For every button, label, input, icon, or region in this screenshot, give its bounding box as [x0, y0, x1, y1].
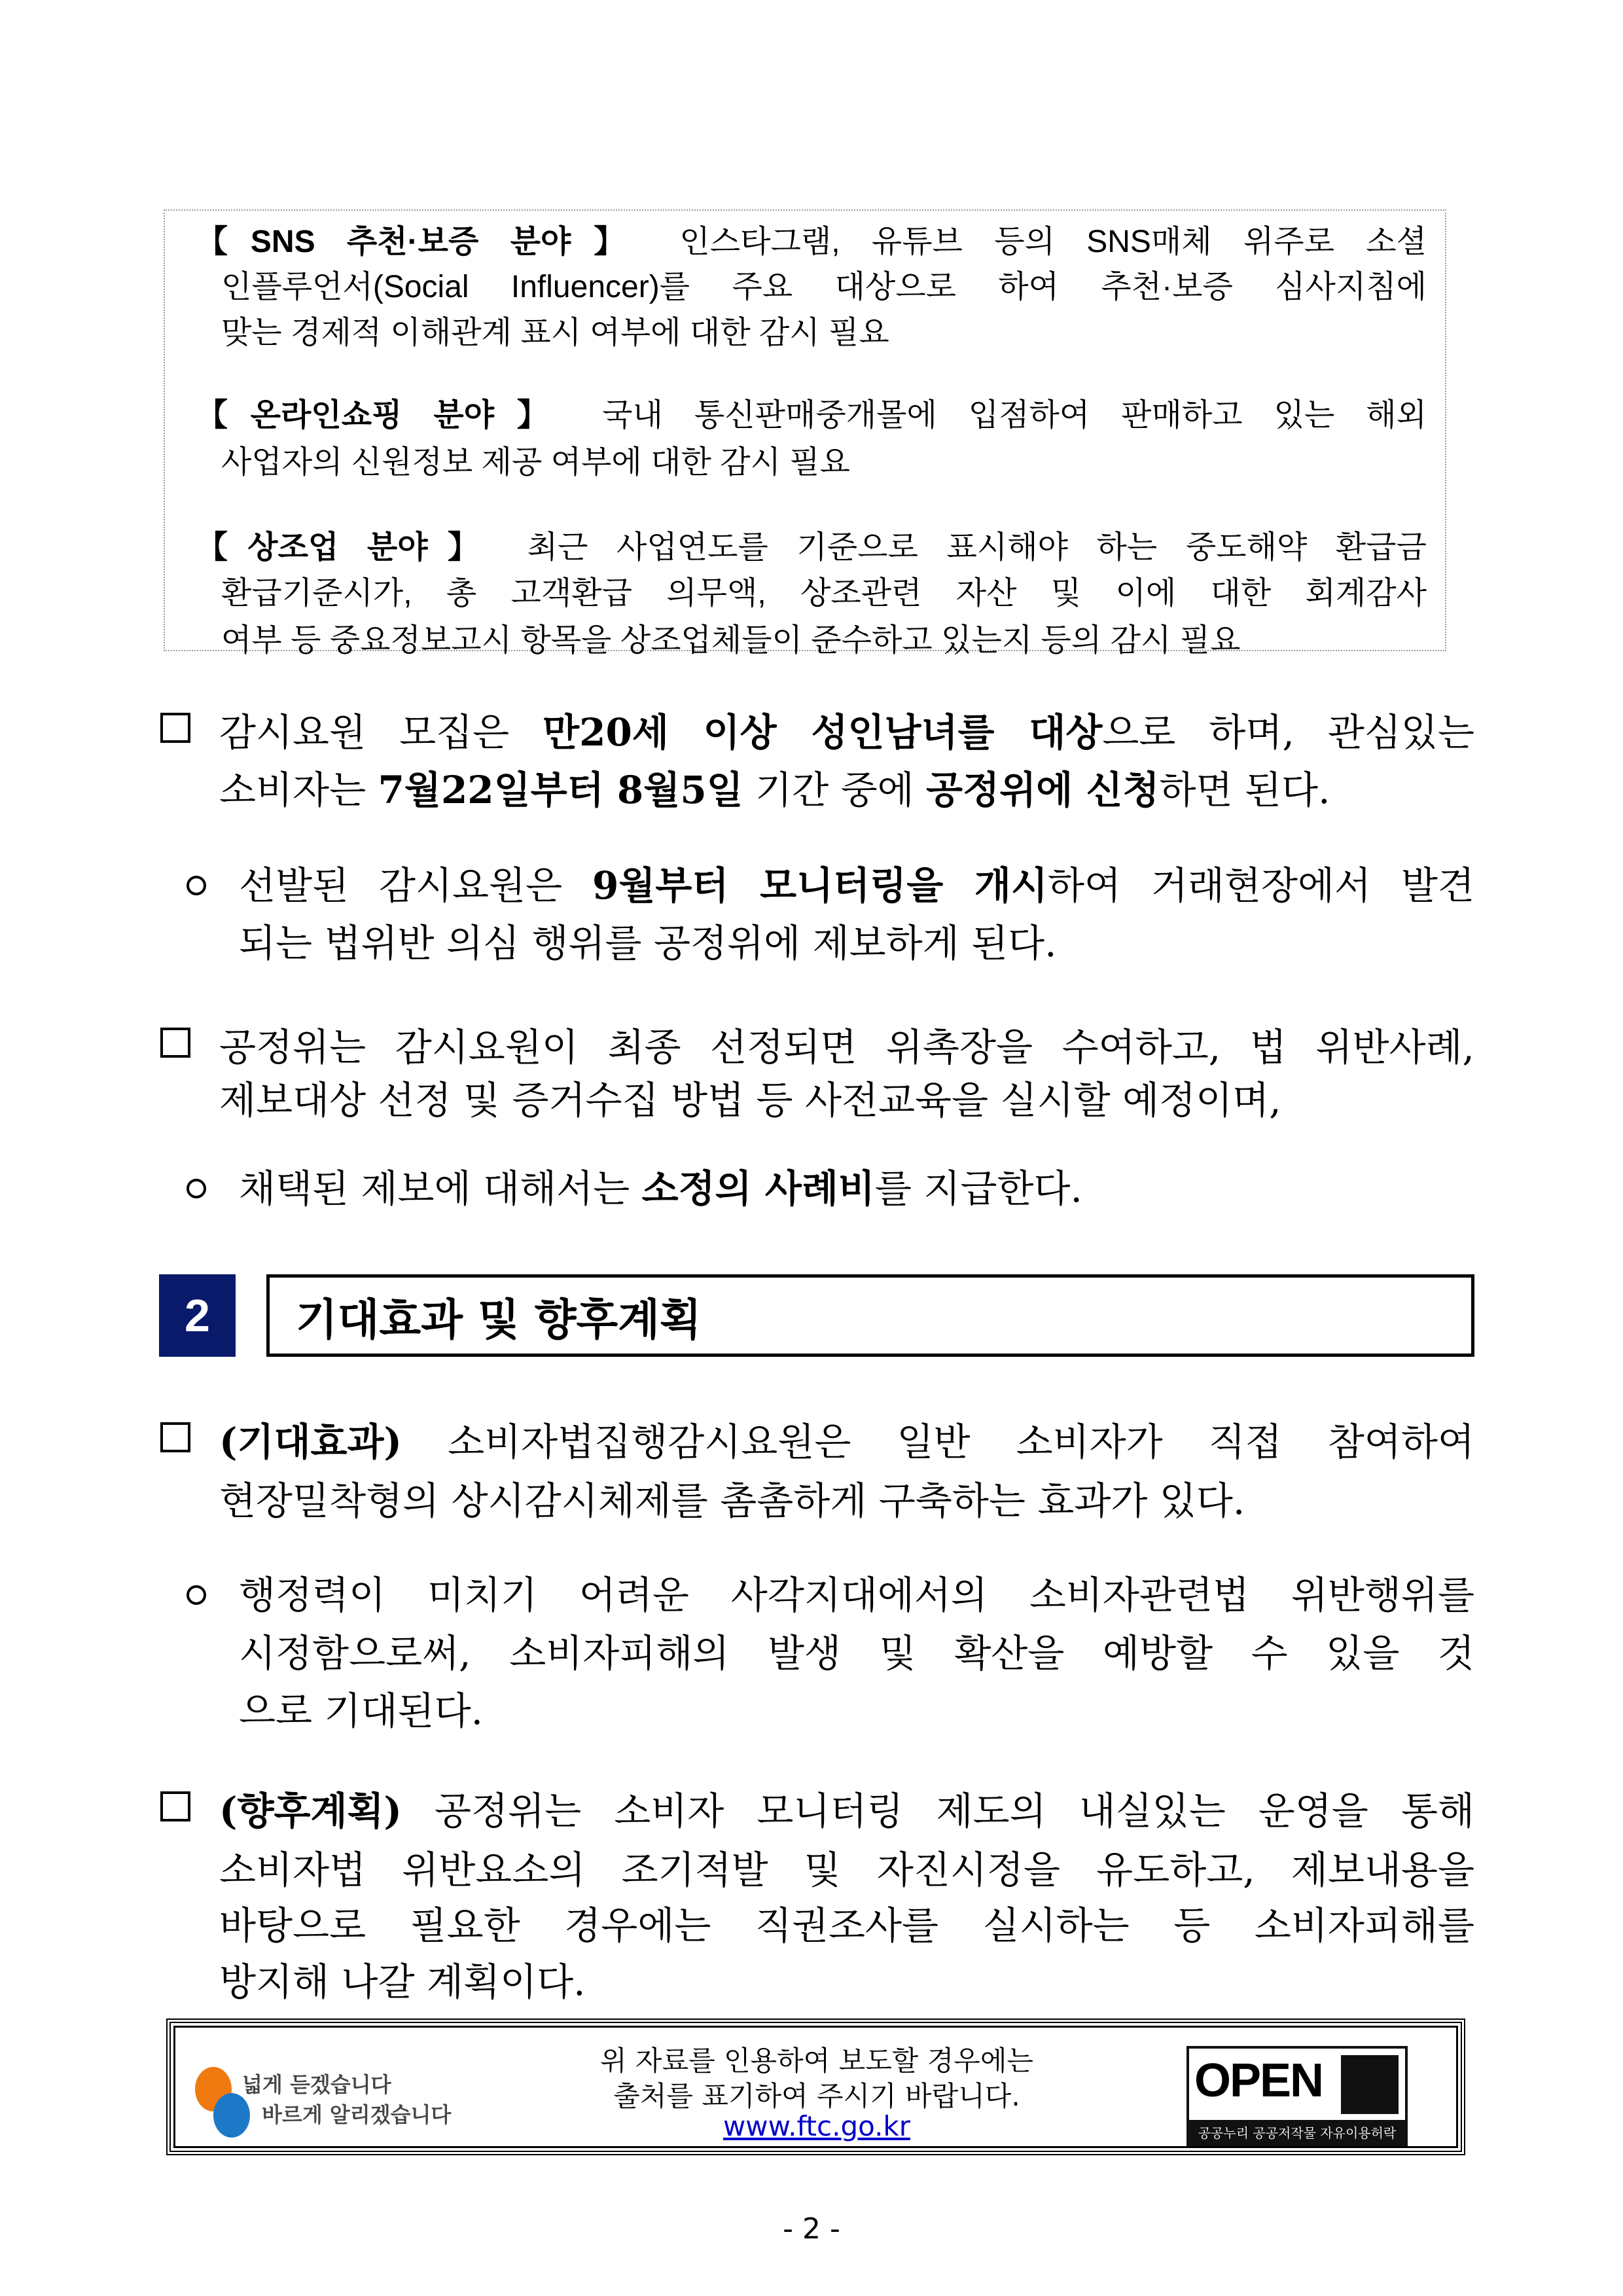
paragraph-line — [219, 1895, 1474, 1950]
text-segment: 국내 통신판매중개몰에 입점하여 판매하고 있는 해외 — [571, 398, 1427, 433]
text-segment: 환급기준시가, 총 고객환급 의무액, 상조관련 자산 및 이에 대한 회계감사 — [221, 576, 1427, 611]
text-segment: 소비자법집행감시요원은 일반 소비자가 직접 참여하여 — [402, 1420, 1474, 1464]
paragraph-line — [239, 1564, 1474, 1619]
logo-line-2: 바르게 알리겠습니다 — [262, 2102, 452, 2127]
paragraph-line — [239, 1158, 1082, 1213]
open-caption: 공공누리 공공저작물 자유이용허락 — [1189, 2120, 1405, 2144]
infobox-line — [196, 389, 1427, 435]
text-segment: 으로 하며, 관심있는 — [1102, 710, 1474, 755]
text-segment: 기간 중에 — [743, 768, 927, 812]
text-segment: 공정위는 소비자 모니터링 제도의 내실있는 운영을 통해 — [402, 1789, 1474, 1833]
emphasis-text: (향후계획) — [219, 1789, 402, 1833]
square-bullet-icon — [160, 1028, 190, 1058]
emphasis-text: 9월부터 모니터링을 개시 — [592, 863, 1048, 908]
text-segment: 공정위는 감시요원이 최종 선정되면 위촉장을 수여하고, 법 위반사례, — [219, 1025, 1474, 1069]
open-label: OPEN — [1194, 2054, 1323, 2107]
footer-notice-box — [166, 2018, 1465, 2155]
infobox-line — [221, 437, 850, 482]
infobox-line — [221, 261, 1427, 306]
paragraph-line — [219, 1839, 1474, 1894]
text-segment: 인플루언서(Social Influencer)를 주요 대상으로 하여 추천·보증 심사지침에 — [221, 270, 1427, 304]
square-bullet-icon — [160, 713, 190, 743]
emphasis-text: 【온라인쇼핑 분야】 — [196, 398, 571, 433]
paragraph-line — [219, 759, 1330, 814]
text-segment: 맞는 경제적 이해관계 표시 여부에 대한 감시 필요 — [221, 315, 889, 350]
section-title: 기대효과 및 향후계획 — [266, 1274, 1474, 1357]
square-bullet-icon — [160, 1791, 190, 1821]
infobox-line — [196, 216, 1427, 261]
paragraph-line — [219, 1069, 1281, 1124]
paragraph-line — [219, 1470, 1245, 1525]
text-segment: 여부 등 중요정보고시 항목을 상조업체들이 준수하고 있는지 등의 감시 필요 — [221, 623, 1241, 658]
text-segment: 시정함으로써, 소비자피해의 발생 및 확산을 예방할 수 있을 것 — [239, 1631, 1474, 1676]
emphasis-text: (기대효과) — [219, 1420, 402, 1464]
emphasis-text: 【SNS 추천·보증 분야】 — [196, 224, 649, 259]
text-segment: 인스타그램, 유튜브 등의 SNS매체 위주로 소셜 — [648, 224, 1427, 259]
text-segment: 하여 거래현장에서 발견 — [1047, 863, 1474, 908]
person-icon — [1341, 2055, 1399, 2114]
blue-circle-icon — [213, 2093, 250, 2138]
paragraph-line — [239, 855, 1474, 910]
infobox-line — [221, 615, 1240, 660]
text-segment: 하면 된다. — [1159, 768, 1330, 812]
infobox-line — [221, 307, 889, 352]
square-bullet-icon — [160, 1422, 190, 1452]
ftc-slogan-logo — [190, 2054, 465, 2139]
text-segment: 행정력이 미치기 어려운 사각지대에서의 소비자관련법 위반행위를 — [239, 1573, 1474, 1617]
infobox-line — [196, 522, 1427, 567]
paragraph-line — [219, 1016, 1474, 1071]
text-segment: 최근 사업연도를 기준으로 표시해야 하는 중도해약 환급금 — [499, 530, 1427, 565]
text-segment: 으로 기대된다. — [239, 1689, 484, 1733]
emphasis-text: 【상조업 분야】 — [196, 530, 499, 565]
section-number: 2 — [159, 1274, 236, 1357]
text-segment: 제보대상 선정 및 증거수집 방법 등 사전교육을 실시할 예정이며, — [219, 1078, 1281, 1122]
logo-line-1: 넓게 듣겠습니다 — [242, 2072, 391, 2097]
notice-line-2: 출처를 표기하여 주시기 바랍니다. — [613, 2080, 1020, 2112]
notice-line-1: 위 자료를 인용하여 보도할 경우에는 — [600, 2045, 1033, 2077]
text-segment: 바탕으로 필요한 경우에는 직권조사를 실시하는 등 소비자피해를 — [219, 1903, 1474, 1948]
paragraph-line — [219, 1780, 1474, 1835]
text-segment: 감시요원 모집은 — [219, 710, 543, 755]
emphasis-text: 7월22일부터 8월5일 — [378, 768, 743, 812]
paragraph-line — [239, 1680, 483, 1735]
text-segment: 를 지급한다. — [874, 1166, 1082, 1211]
emphasis-text: 만20세 이상 성인남녀를 대상 — [543, 710, 1103, 755]
text-segment: 현장밀착형의 상시감시체제를 촘촘하게 구축하는 효과가 있다. — [219, 1479, 1245, 1523]
infobox-line — [221, 567, 1427, 613]
text-segment: 소비자법 위반요소의 조기적발 및 자진시정을 유도하고, 제보내용을 — [219, 1848, 1474, 1892]
emphasis-text: 공정위에 신청 — [926, 768, 1160, 812]
text-segment: 채택된 제보에 대해서는 — [239, 1166, 642, 1211]
text-segment: 사업자의 신원정보 제공 여부에 대한 감시 필요 — [221, 445, 851, 480]
page-number: - 2 - — [783, 2212, 840, 2246]
text-segment: 되는 법위반 의심 행위를 공정위에 제보하게 된다. — [239, 921, 1057, 965]
circle-bullet-icon — [187, 1585, 206, 1605]
circle-bullet-icon — [187, 876, 206, 895]
paragraph-line — [219, 1951, 586, 2006]
paragraph-line — [219, 702, 1474, 757]
paragraph-line — [239, 1623, 1474, 1677]
circle-bullet-icon — [187, 1179, 206, 1198]
paragraph-line — [239, 912, 1057, 967]
kogl-open-badge — [1186, 2046, 1408, 2146]
text-segment: 선발된 감시요원은 — [239, 863, 592, 908]
paragraph-line — [219, 1411, 1474, 1466]
emphasis-text: 소정의 사례비 — [641, 1166, 875, 1211]
ftc-website-link[interactable]: www.ftc.go.kr — [722, 2110, 911, 2142]
text-segment: 소비자는 — [219, 768, 378, 812]
text-segment: 방지해 나갈 계획이다. — [219, 1960, 586, 2004]
